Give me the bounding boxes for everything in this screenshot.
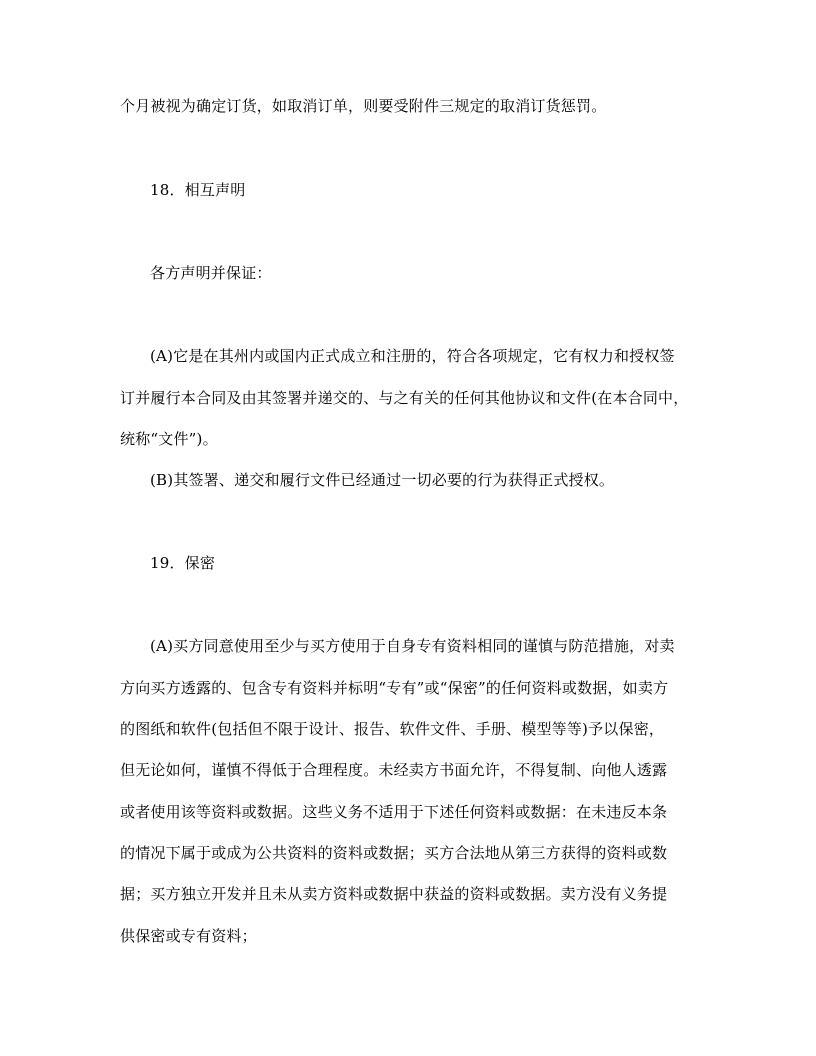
paragraph-line: 据；买方独立开发并且未从卖方资料或数据中获益的资料或数据。卖方没有义务提: [120, 885, 668, 903]
paragraph-line: 但无论如何，谨慎不得低于合理程度。未经卖方书面允许，不得复制、向他人透露: [120, 761, 668, 779]
paragraph-line: (B)其签署、递交和履行文件已经通过一切必要的行为获得正式授权。: [150, 471, 615, 489]
section-heading-18: 18．相互声明: [150, 181, 246, 199]
section-heading-19: 19．保密: [150, 554, 216, 572]
paragraph-line: (A)买方同意使用至少与买方使用于自身专有资料相同的谨慎与防范措施，对卖: [150, 637, 675, 655]
paragraph-line: (A)它是在其州内或国内正式成立和注册的，符合各项规定，它有权力和授权签: [150, 347, 675, 365]
paragraph-line: 方向买方透露的、包含专有资料并标明“专有”或“保密”的任何资料或数据，如卖方: [120, 679, 669, 697]
paragraph-line: 或者使用该等资料或数据。这些义务不适用于下述任何资料或数据：在未违反本条: [120, 803, 668, 821]
paragraph-line: 的情况下属于或成为公共资料的资料或数据；买方合法地从第三方获得的资料或数: [120, 844, 668, 862]
paragraph-line: 统称“文件”)。: [120, 430, 218, 448]
paragraph-line: 各方声明并保证：: [150, 264, 272, 282]
paragraph-line: 订并履行本合同及由其签署并递交的、与之有关的任何其他协议和文件(在本合同中，: [120, 389, 689, 407]
paragraph-line: 供保密或专有资料；: [120, 927, 257, 945]
paragraph-line: 个月被视为确定订货，如取消订单，则要受附件三规定的取消订货惩罚。: [120, 97, 607, 115]
paragraph-line: 的图纸和软件(包括但不限于设计、报告、软件文件、手册、模型等等)予以保密，: [120, 720, 665, 738]
